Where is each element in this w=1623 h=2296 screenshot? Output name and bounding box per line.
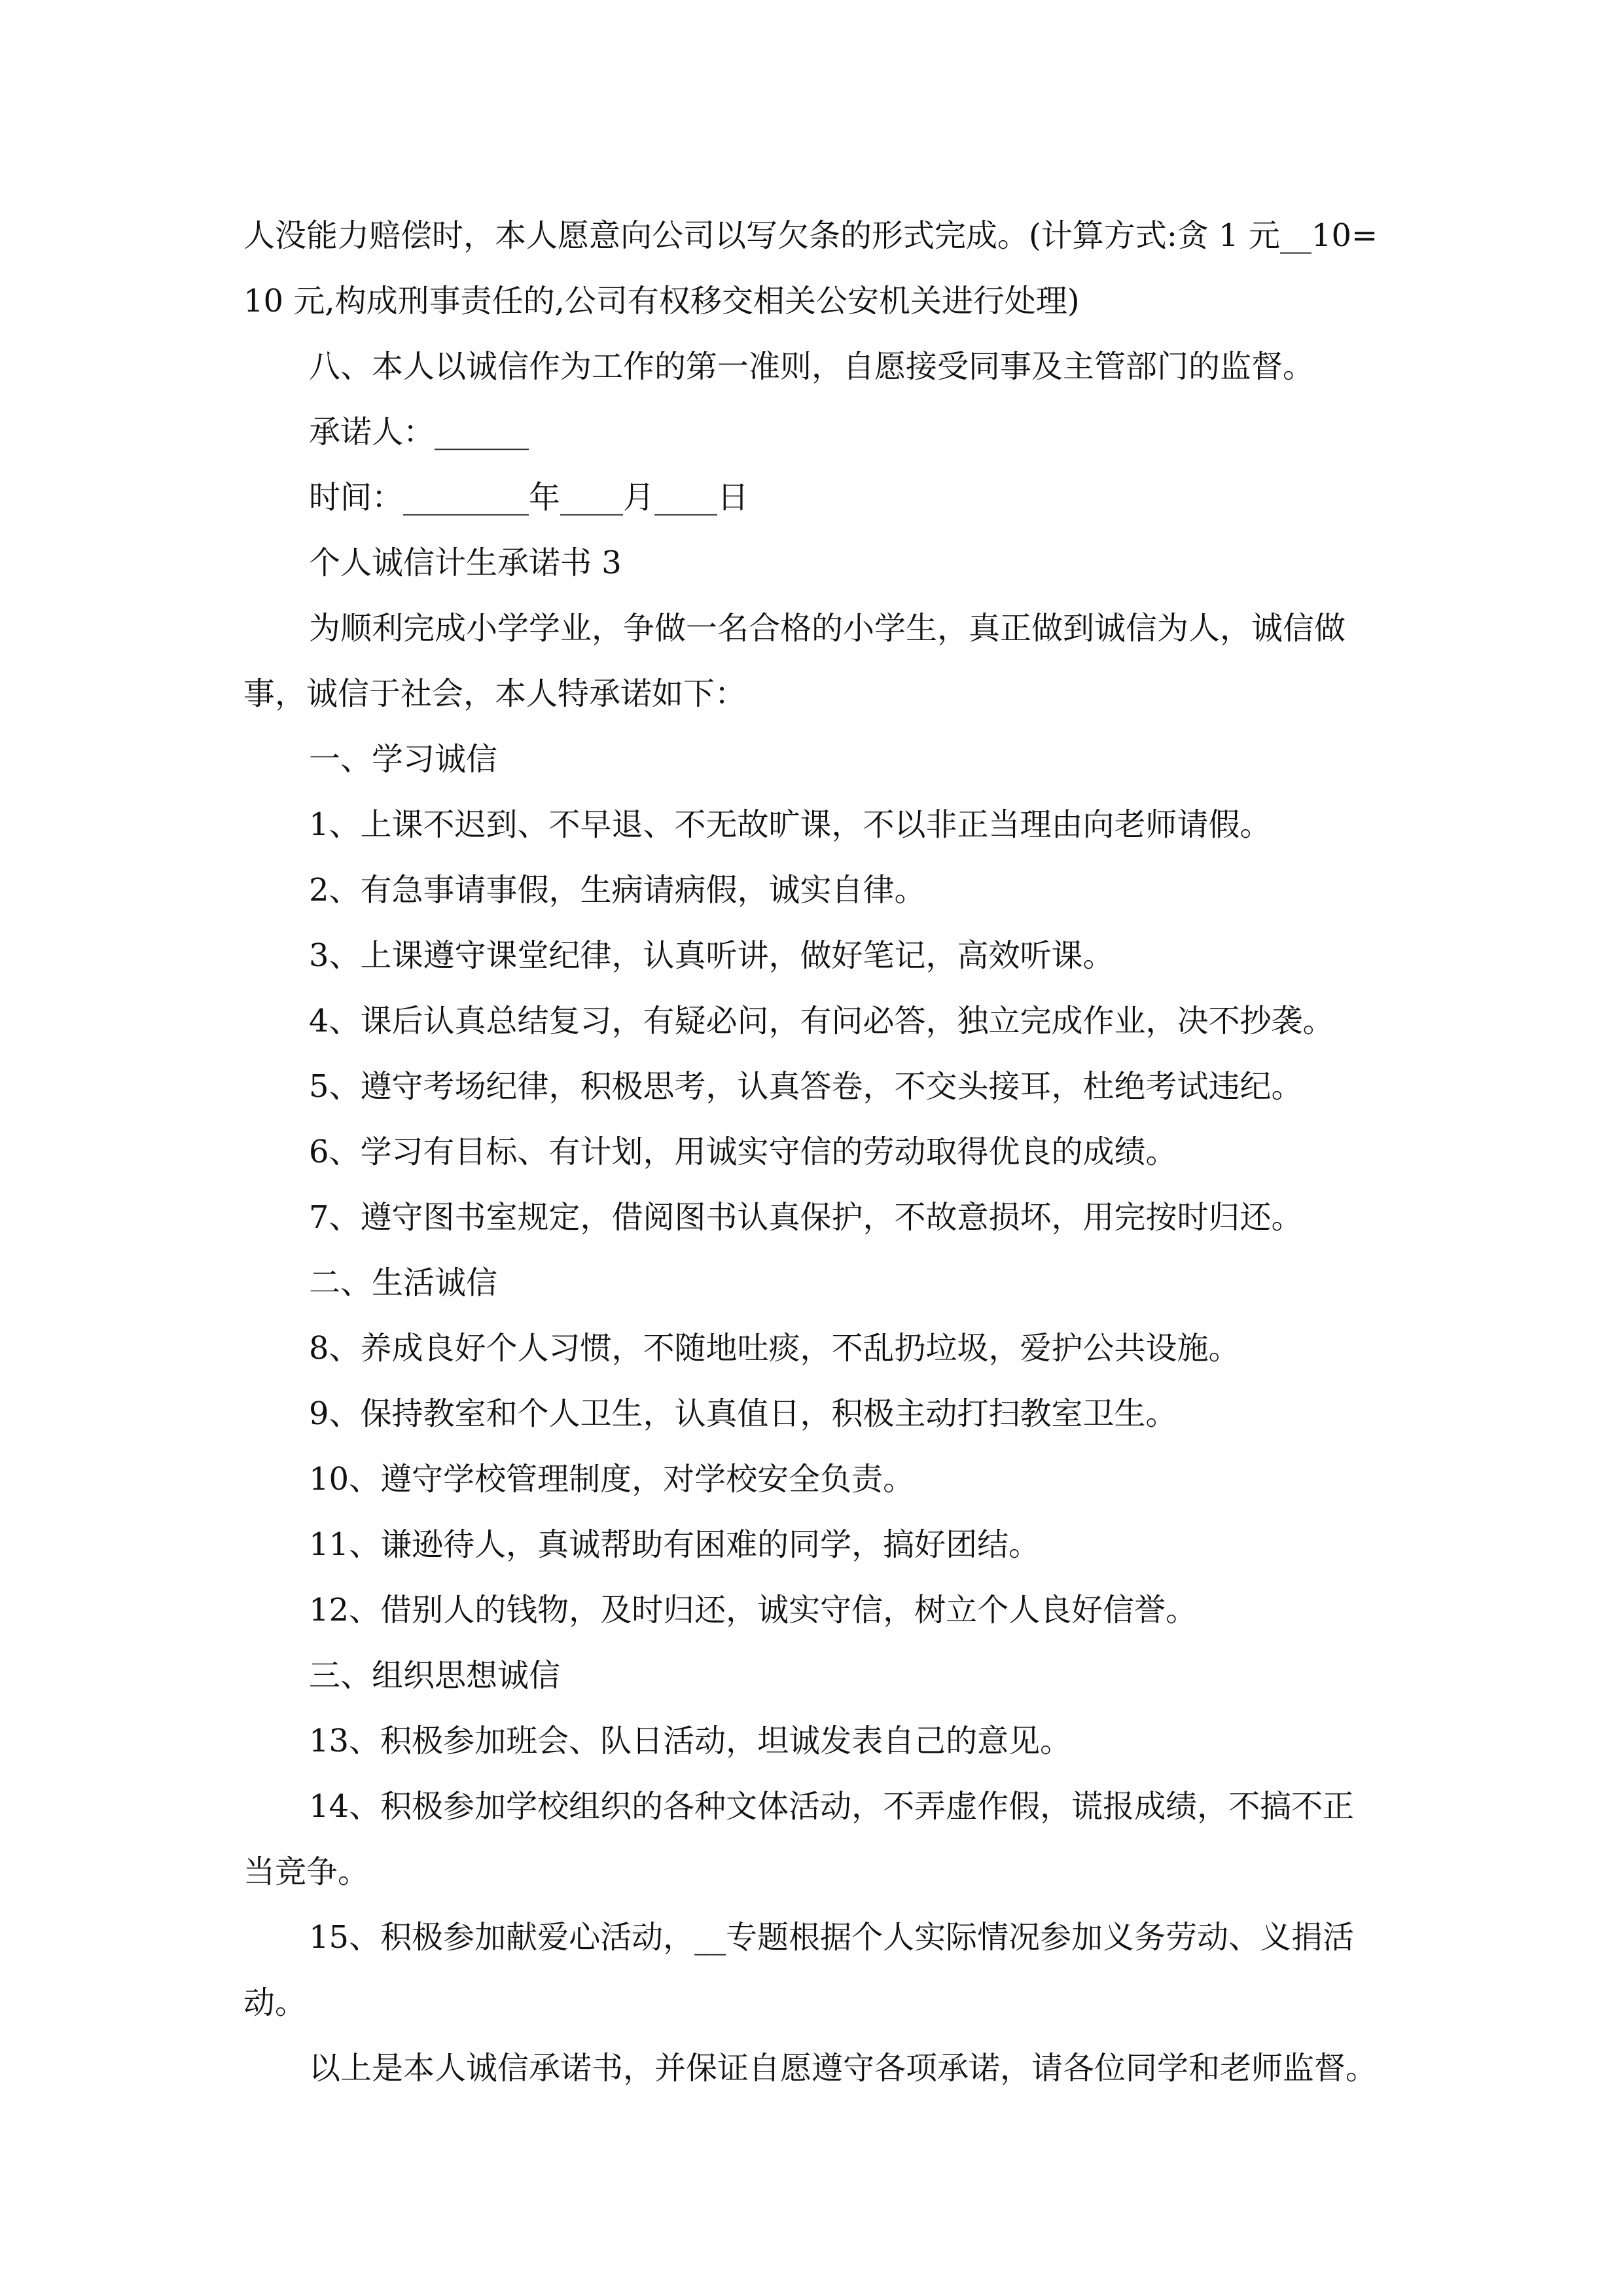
list-item: 8、养成良好个人习惯，不随地吐痰，不乱扔垃圾，爱护公共设施。 [309, 1330, 1240, 1367]
list-item: 11、谦逊待人，真诚帮助有困难的同学，搞好团结。 [309, 1526, 1041, 1563]
list-item: 5、遵守考场纪律，积极思考，认真答卷，不交头接耳，杜绝考试违纪。 [309, 1068, 1303, 1105]
section-title: 个人诚信计生承诺书 3 [309, 545, 622, 581]
list-item: 6、学习有目标、有计划，用诚实守信的劳动取得优良的成绩。 [309, 1134, 1177, 1170]
date-line: 时间：________年____月____日 [309, 479, 749, 516]
signer-line: 承诺人：______ [309, 414, 529, 450]
paragraph-item-8: 八、本人以诚信作为工作的第一准则，自愿接受同事及主管部门的监督。 [309, 348, 1315, 385]
list-item: 4、课后认真总结复习，有疑必问，有问必答，独立完成作业，决不抄袭。 [309, 1003, 1334, 1039]
list-item: 13、积极参加班会、队日活动，坦诚发表自己的意见。 [309, 1723, 1072, 1759]
list-item: 2、有急事请事假，生病请病假，诚实自律。 [309, 872, 926, 908]
closing-paragraph: 以上是本人诚信承诺书，并保证自愿遵守各项承诺，请各位同学和老师监督。 [309, 2050, 1378, 2087]
list-item: 15、积极参加献爱心活动，__专题根据个人实际情况参加义务劳动、义捐活动。 [243, 1919, 1355, 2021]
list-item: 1、上课不迟到、不早退、不无故旷课，不以非正当理由向老师请假。 [309, 806, 1272, 843]
list-item: 3、上课遵守课堂纪律，认真听讲，做好笔记，高效听课。 [309, 937, 1115, 974]
heading-organization-integrity: 三、组织思想诚信 [309, 1657, 561, 1694]
heading-life-integrity: 二、生活诚信 [309, 1265, 498, 1301]
paragraph-continuation: 人没能力赔偿时，本人愿意向公司以写欠条的形式完成。(计算方式:贪 1 元__10=10 元,构成刑事责任的,公司有权移交相关公安机关进行处理) [243, 217, 1378, 319]
intro-paragraph: 为顺利完成小学学业，争做一名合格的小学生，真正做到诚信为人，诚信做事，诚信于社会，本人特承诺如下： [243, 610, 1346, 712]
list-item: 7、遵守图书室规定，借阅图书认真保护，不故意损坏，用完按时归还。 [309, 1199, 1303, 1236]
list-item: 12、借别人的钱物，及时归还，诚实守信，树立个人良好信誉。 [309, 1592, 1198, 1628]
heading-study-integrity: 一、学习诚信 [309, 741, 498, 778]
list-item: 9、保持教室和个人卫生，认真值日，积极主动打扫教室卫生。 [309, 1395, 1177, 1432]
document-body [243, 203, 1380, 2101]
list-item: 14、积极参加学校组织的各种文体活动，不弄虚作假，谎报成绩，不搞不正当竞争。 [243, 1788, 1355, 1890]
list-item: 10、遵守学校管理制度，对学校安全负责。 [309, 1461, 915, 1498]
